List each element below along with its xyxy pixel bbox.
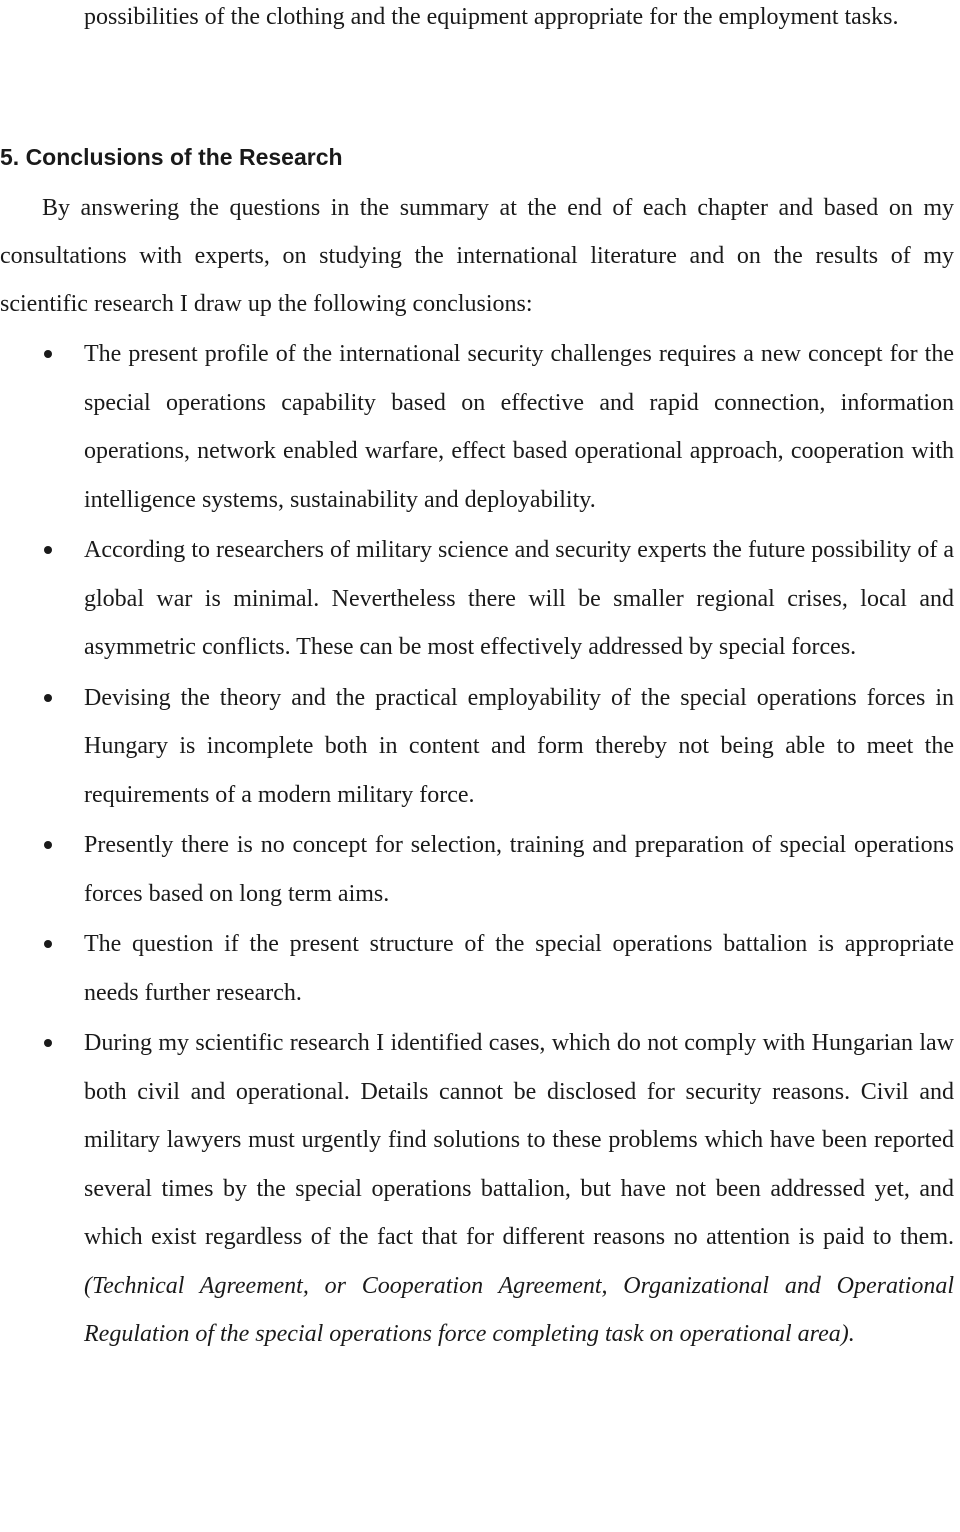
bullet-icon — [44, 940, 52, 948]
list-item-text: Devising the theory and the practical employability of the special operations forces in Hungary is incomplete both in content and form thereby not being able to meet the requirements of a modern military force. — [84, 684, 954, 808]
section-paragraph: By answering the questions in the summary at the end of each chapter and based on my consultations with experts, on studying the international literature and on the results of my scientific research I draw up the following conclusions: — [0, 195, 954, 317]
list-item-text: The present profile of the international security challenges requires a new concept for the special operations capability based on effective and rapid connection, information operations, network enabled warfare, effect based operational approach, cooperation with intelligence systems, sustainability and deployability. — [84, 341, 954, 513]
bullet-icon — [44, 841, 52, 849]
list-item — [0, 821, 954, 918]
bullet-icon — [44, 546, 52, 554]
list-item-text: During my scientific research I identified cases, which do not comply with Hungarian law both civil and operational. Details cannot be disclosed for security reasons. Civil and military lawyers must urgently find solutions to these problems which have been reported several times by the special operations battalion, but have not been addressed yet, and which exist regardless of the fact that for different reasons no attention is paid to them. — [84, 1030, 954, 1250]
section-heading: 5. Conclusions of the Research — [0, 144, 343, 170]
list-item-text: The question if the present structure of the special operations battalion is appropriate needs further research. — [84, 931, 954, 1006]
list-item — [0, 674, 954, 820]
conclusions-list — [0, 330, 960, 1361]
bullet-icon — [44, 350, 52, 358]
bullet-icon — [44, 1039, 52, 1047]
list-item — [0, 330, 954, 524]
list-item — [0, 1019, 954, 1359]
list-item — [0, 526, 954, 672]
bullet-icon — [44, 694, 52, 702]
intro-continuation-text: possibilities of the clothing and the equipment appropriate for the employment tasks. — [84, 4, 899, 30]
list-item-italic-text: (Technical Agreement, or Cooperation Agreement, Organizational and Operational Regulation of the special operations force completing task on operational area). — [84, 1272, 954, 1347]
list-item — [0, 920, 954, 1017]
list-item-text: Presently there is no concept for selection, training and preparation of special operations forces based on long term aims. — [84, 832, 954, 907]
list-item-text: According to researchers of military science and security experts the future possibility of a global war is minimal. Nevertheless there will be smaller regional crises, local and asymmetric conflicts. These can be most effectively addressed by special forces. — [84, 537, 954, 660]
